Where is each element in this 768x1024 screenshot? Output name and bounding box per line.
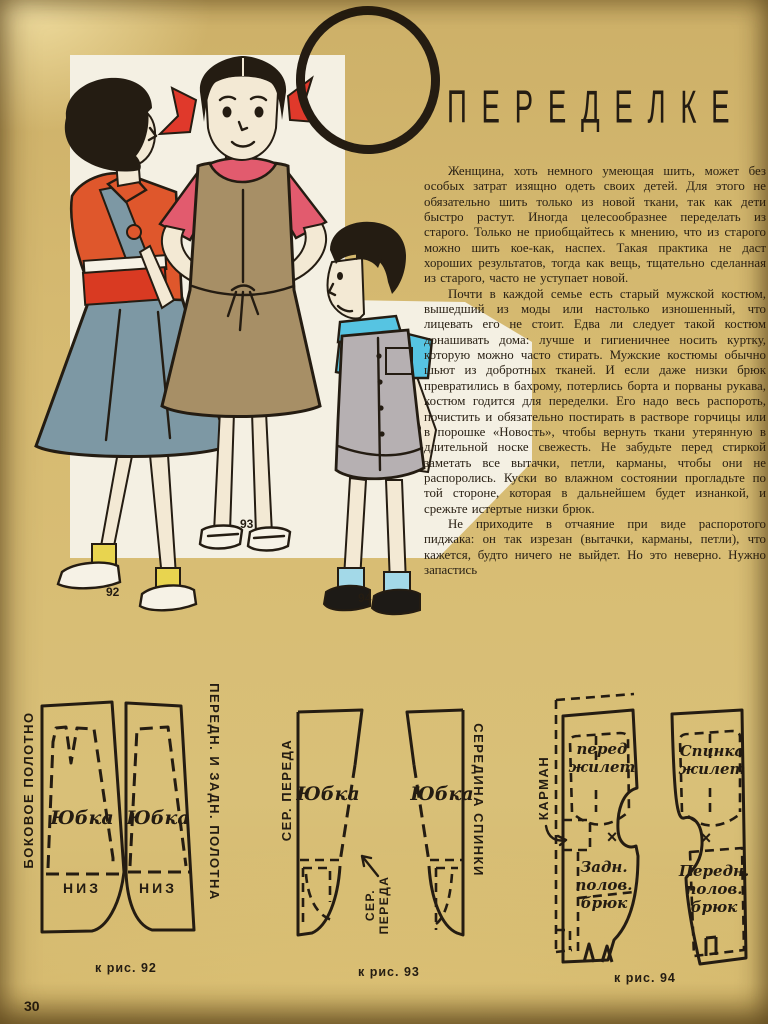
figure-number-94: 94 (358, 591, 372, 605)
page-number: 30 (24, 998, 40, 1014)
x-mark: × (700, 828, 712, 848)
x-mark: × (606, 827, 618, 847)
piece-label: Юбка (50, 807, 114, 829)
piece-label: перед (576, 740, 628, 758)
button (127, 225, 141, 239)
pattern-diagrams (0, 680, 768, 1024)
piece-label: брюк (690, 898, 738, 916)
center-front-label: СЕР. (363, 888, 377, 922)
pattern-group-92 (21, 683, 222, 975)
pattern-edge-label: ПЕРЕДН. И ЗАДН. ПОЛОТНА (207, 683, 222, 901)
pocket-label: КАРМАН (536, 755, 551, 821)
piece-label: Юбка (296, 783, 360, 805)
pattern-caption: к рис. 93 (358, 965, 420, 979)
pattern-edge-label: БОКОВОЕ ПОЛОТНО (21, 711, 36, 869)
article-paragraph: Не приходите в отчаяние при виде распоротого пиджака: он так изрезан (вытачки, карманы, петли), что кажется, будто ничего не выйдет. Но это неверно. Нужно запастись (424, 516, 766, 577)
piece-label: Задн. (580, 858, 628, 876)
piece-label: полов. (685, 880, 743, 898)
sandal-white (200, 526, 242, 549)
piece-label: Передн. (678, 862, 750, 880)
piece-label: полов. (575, 876, 633, 894)
piece-label: Спинка (679, 742, 745, 760)
shoe-black (372, 590, 420, 615)
piece-label: Юбка (126, 807, 190, 829)
hem-label: НИЗ (63, 880, 101, 896)
pattern-group-94 (536, 694, 749, 985)
article-paragraph: Женщина, хоть немного умеющая шить, может без особых затрат изящно одеть своих детей. Для этого не обязательно шить только из новой ткани, так как дети быстро растут. Иногда целесообразнее переделать из старого. Только не приобщайтесь к мнению, что из старого можно шить кое-как, наспех. Такая практика не даст хороших результатов, тогда как вещь, тщательно сделанная из старого, часто не уступает новой. (424, 164, 766, 286)
hem-label: НИЗ (139, 880, 177, 896)
figure-number-93: 93 (240, 517, 254, 531)
figure-number-92: 92 (106, 585, 120, 599)
pattern-group-93 (279, 710, 486, 979)
article-paragraph: Почти в каждой семье есть старый мужской костюм, вышедший из моды или настолько изношенный, что лицевать его не стоит. Едва ли следует такой костюм донашивать дома: лучше и гигиеничнее носить куртку, которую можно часто стирать. Мужские костюмы обычно шьют из добротных тканей. И если даже низки брюк превратились в бахрому, потерлись борта и порваны рукава, костюм годится для переделки. Его надо весь распороть, почистить и обязательно постирать в растворе горчицы или в порошке «Новость», чтобы вернуть ткани утерянную в длительной носке свежесть. Не забудьте перед стиркой заметать все вытачки, петли, карманы, чтобы они не распоролись. Куски во влажном состоянии прогладьте по той стороне, которая в дальнейшем будет изнанкой, и срежьте истертые низки брюк. (424, 286, 766, 516)
shoe-white (140, 585, 196, 610)
piece-label: Юбка (410, 783, 474, 805)
piece-label: брюк (580, 894, 628, 912)
pattern-edge-label: СЕРЕДИНА СПИНКИ (471, 723, 486, 877)
pattern-caption: к рис. 94 (614, 971, 676, 985)
pattern-caption: к рис. 92 (95, 961, 157, 975)
piece-label: жилет (678, 760, 746, 778)
arrow (362, 856, 378, 876)
article-column (424, 164, 766, 578)
pattern-edge-label: СЕР. ПЕРЕДА (279, 738, 294, 842)
piece-label: жилет (568, 758, 636, 776)
page-title: ПЕРЕДЕЛКЕ (447, 82, 745, 134)
center-front-label: ПЕРЕДА (377, 875, 391, 935)
